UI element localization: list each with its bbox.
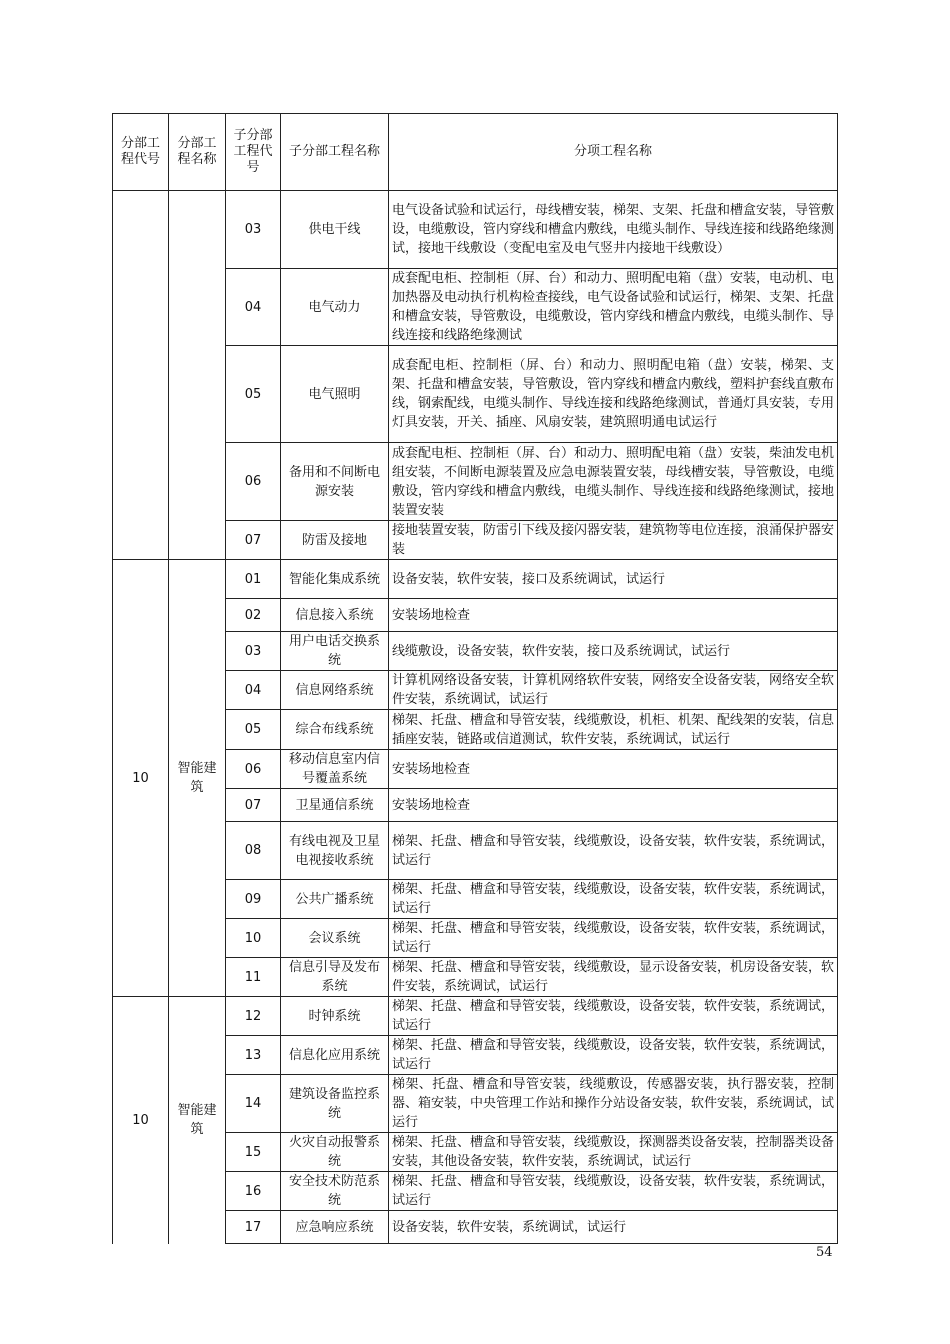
item-description: 安装场地检查 bbox=[389, 599, 838, 632]
work-division-table bbox=[112, 113, 838, 1244]
subdivision-code: 05 bbox=[226, 710, 281, 750]
subdivision-code: 04 bbox=[226, 269, 281, 346]
subdivision-name: 有线电视及卫星电视接收系统 bbox=[281, 822, 389, 880]
item-description: 计算机网络设备安装，计算机网络软件安装，网络安全设备安装，网络安全软件安装，系统调试，试运行 bbox=[389, 671, 838, 710]
item-description: 梯架、托盘、槽盒和导管安装，线缆敷设，设备安装，软件安装，系统调试，试运行 bbox=[389, 1036, 838, 1075]
division-name: 智能建筑 bbox=[169, 997, 226, 1244]
header-subdivision-name: 子分部工程名称 bbox=[281, 114, 389, 191]
subdivision-code: 14 bbox=[226, 1075, 281, 1133]
subdivision-code: 07 bbox=[226, 789, 281, 822]
item-description: 梯架、托盘、槽盒和导管安装，线缆敷设，设备安装，软件安装，系统调试，试运行 bbox=[389, 822, 838, 880]
subdivision-code: 01 bbox=[226, 560, 281, 599]
subdivision-name: 电气照明 bbox=[281, 346, 389, 443]
subdivision-code: 07 bbox=[226, 521, 281, 560]
item-description: 梯架、托盘、槽盒和导管安装，线缆敷设，显示设备安装，机房设备安装，软件安装，系统调试，试运行 bbox=[389, 958, 838, 997]
subdivision-name: 智能化集成系统 bbox=[281, 560, 389, 599]
subdivision-code: 15 bbox=[226, 1133, 281, 1172]
subdivision-code: 16 bbox=[226, 1172, 281, 1211]
subdivision-code: 12 bbox=[226, 997, 281, 1036]
subdivision-name: 供电干线 bbox=[281, 191, 389, 269]
table-row bbox=[113, 191, 838, 269]
subdivision-name: 信息网络系统 bbox=[281, 671, 389, 710]
item-description: 梯架、托盘、槽盒和导管安装，线缆敷设，机柜、机架、配线架的安装，信息插座安装，链路或信道测试，软件安装，系统调试，试运行 bbox=[389, 710, 838, 750]
table-row bbox=[113, 997, 838, 1036]
item-description: 成套配电柜、控制柜（屏、台）和动力、照明配电箱（盘）安装，柴油发电机组安装，不间断电源装置及应急电源装置安装，母线槽安装，导管敷设，电缆敷设，管内穿线和槽盒内敷线，电缆头制作、导线连接和线路绝缘测试，接地装置安装 bbox=[389, 443, 838, 521]
item-description: 安装场地检查 bbox=[389, 789, 838, 822]
division-name-cell-empty bbox=[169, 191, 226, 560]
division-code: 10 bbox=[113, 560, 169, 997]
subdivision-code: 05 bbox=[226, 346, 281, 443]
subdivision-code: 03 bbox=[226, 191, 281, 269]
subdivision-name: 备用和不间断电源安装 bbox=[281, 443, 389, 521]
subdivision-name: 建筑设备监控系统 bbox=[281, 1075, 389, 1133]
subdivision-name: 应急响应系统 bbox=[281, 1211, 389, 1244]
item-description: 设备安装，软件安装，系统调试，试运行 bbox=[389, 1211, 838, 1244]
subdivision-name: 防雷及接地 bbox=[281, 521, 389, 560]
subdivision-code: 06 bbox=[226, 443, 281, 521]
item-description: 成套配电柜、控制柜（屏、台）和动力、照明配电箱（盘）安装，梯架、支架、托盘和槽盒安装，导管敷设，管内穿线和槽盒内敷线，塑料护套线直敷布线，钢索配线，电缆头制作、导线连接和线路绝缘测试，普通灯具安装，专用灯具安装，开关、插座、风扇安装，建筑照明通电试运行 bbox=[389, 346, 838, 443]
subdivision-name: 信息接入系统 bbox=[281, 599, 389, 632]
item-description: 电气设备试验和试运行，母线槽安装，梯架、支架、托盘和槽盒安装，导管敷设，电缆敷设，管内穿线和槽盒内敷线，电缆头制作、导线连接和线路绝缘测试，接地干线敷设（变配电室及电气竖井内接地干线敷设） bbox=[389, 191, 838, 269]
page-number: 54 bbox=[816, 1245, 833, 1260]
item-description: 接地装置安装，防雷引下线及接闪器安装，建筑物等电位连接，浪涌保护器安装 bbox=[389, 521, 838, 560]
item-description: 梯架、托盘、槽盒和导管安装，线缆敷设，设备安装，软件安装，系统调试，试运行 bbox=[389, 997, 838, 1036]
item-description: 设备安装，软件安装，接口及系统调试，试运行 bbox=[389, 560, 838, 599]
subdivision-name: 信息化应用系统 bbox=[281, 1036, 389, 1075]
division-code: 10 bbox=[113, 997, 169, 1244]
item-description: 成套配电柜、控制柜（屏、台）和动力、照明配电箱（盘）安装，电动机、电加热器及电动执行机构检查接线，电气设备试验和试运行，梯架、支架、托盘和槽盒安装，导管敷设，电缆敷设，管内穿线和槽盒内敷线，电缆头制作、导线连接和线路绝缘测试 bbox=[389, 269, 838, 346]
subdivision-name: 信息引导及发布系统 bbox=[281, 958, 389, 997]
item-description: 梯架、托盘、槽盒和导管安装，线缆敷设，设备安装，软件安装，系统调试，试运行 bbox=[389, 919, 838, 958]
subdivision-name: 安全技术防范系统 bbox=[281, 1172, 389, 1211]
item-description: 线缆敷设，设备安装，软件安装，接口及系统调试，试运行 bbox=[389, 632, 838, 671]
header-division-code: 分部工程代号 bbox=[113, 114, 169, 191]
subdivision-name: 移动信息室内信号覆盖系统 bbox=[281, 750, 389, 789]
subdivision-name: 卫星通信系统 bbox=[281, 789, 389, 822]
subdivision-name: 火灾自动报警系统 bbox=[281, 1133, 389, 1172]
subdivision-code: 04 bbox=[226, 671, 281, 710]
subdivision-name: 电气动力 bbox=[281, 269, 389, 346]
item-description: 梯架、托盘、槽盒和导管安装，线缆敷设，设备安装，软件安装，系统调试，试运行 bbox=[389, 1172, 838, 1211]
subdivision-code: 17 bbox=[226, 1211, 281, 1244]
item-description: 梯架、托盘、槽盒和导管安装，线缆敷设，探测器类设备安装，控制器类设备安装，其他设备安装，软件安装，系统调试，试运行 bbox=[389, 1133, 838, 1172]
subdivision-code: 08 bbox=[226, 822, 281, 880]
subdivision-code: 13 bbox=[226, 1036, 281, 1075]
header-item-name: 分项工程名称 bbox=[389, 114, 838, 191]
subdivision-code: 03 bbox=[226, 632, 281, 671]
subdivision-name: 时钟系统 bbox=[281, 997, 389, 1036]
subdivision-code: 02 bbox=[226, 599, 281, 632]
subdivision-name: 会议系统 bbox=[281, 919, 389, 958]
division-name: 智能建筑 bbox=[169, 560, 226, 997]
table-row bbox=[113, 560, 838, 599]
item-description: 安装场地检查 bbox=[389, 750, 838, 789]
subdivision-code: 06 bbox=[226, 750, 281, 789]
subdivision-code: 09 bbox=[226, 880, 281, 919]
division-code-cell-empty bbox=[113, 191, 169, 560]
item-description: 梯架、托盘、槽盒和导管安装，线缆敷设，设备安装，软件安装，系统调试，试运行 bbox=[389, 880, 838, 919]
header-division-name: 分部工程名称 bbox=[169, 114, 226, 191]
subdivision-name: 公共广播系统 bbox=[281, 880, 389, 919]
header-row bbox=[113, 114, 838, 191]
header-subdivision-code: 子分部工程代号 bbox=[226, 114, 281, 191]
subdivision-code: 10 bbox=[226, 919, 281, 958]
item-description: 梯架、托盘、槽盒和导管安装，线缆敷设，传感器安装，执行器安装，控制器、箱安装，中央管理工作站和操作分站设备安装，软件安装，系统调试，试运行 bbox=[389, 1075, 838, 1133]
subdivision-name: 综合布线系统 bbox=[281, 710, 389, 750]
subdivision-code: 11 bbox=[226, 958, 281, 997]
subdivision-name: 用户电话交换系统 bbox=[281, 632, 389, 671]
